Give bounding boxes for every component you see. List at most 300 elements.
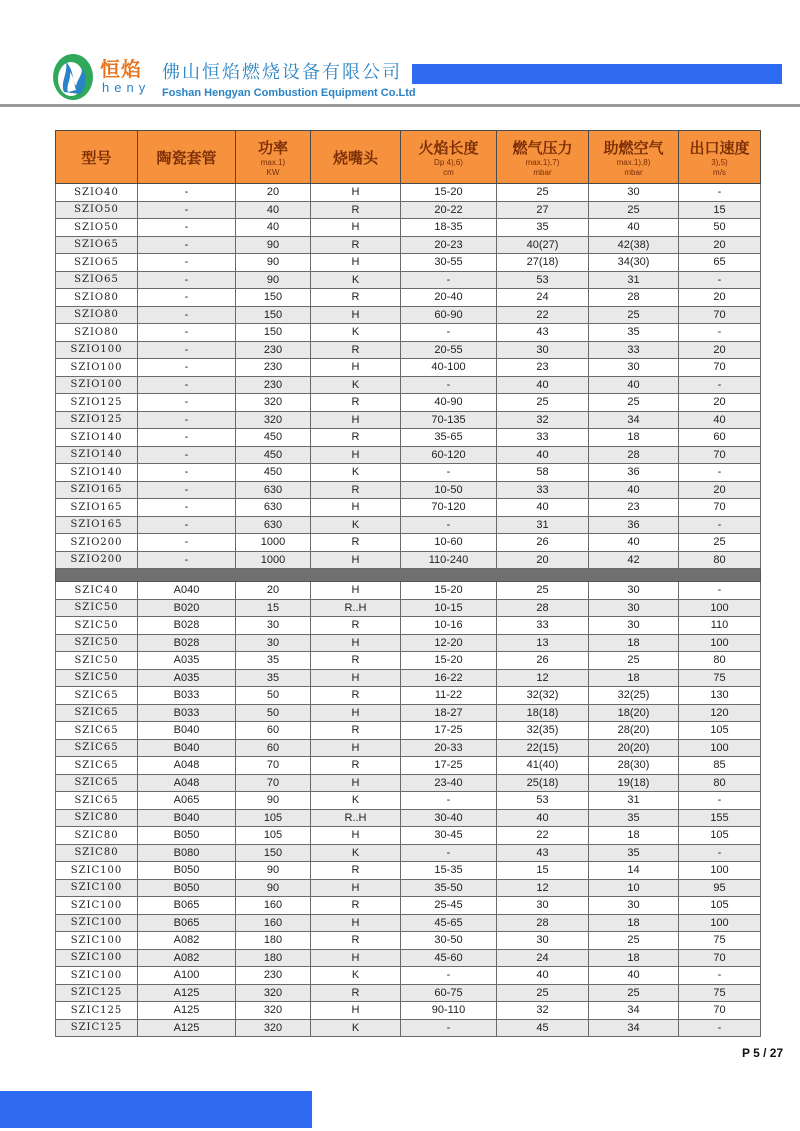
table-cell: 10-15 <box>401 599 497 617</box>
table-cell: 70 <box>679 499 761 517</box>
table-cell: 33 <box>589 341 679 359</box>
table-cell: 31 <box>589 792 679 810</box>
table-row <box>56 534 761 552</box>
table-cell: 70 <box>679 446 761 464</box>
table-row <box>56 949 761 967</box>
table-cell: SZIC65 <box>56 792 138 810</box>
table-cell: 14 <box>589 862 679 880</box>
page-number: P 5 / 27 <box>742 1046 784 1060</box>
table-cell: R <box>311 932 401 950</box>
table-row <box>56 634 761 652</box>
table-cell: 90 <box>236 862 311 880</box>
table-cell: - <box>679 1019 761 1037</box>
table-cell: SZIO100 <box>56 376 138 394</box>
table-row <box>56 774 761 792</box>
table-cell: 60 <box>236 739 311 757</box>
table-cell: - <box>679 184 761 202</box>
table-cell: 40 <box>497 809 589 827</box>
table-row <box>56 827 761 845</box>
table-cell: H <box>311 184 401 202</box>
table-cell: 90 <box>236 236 311 254</box>
table-cell: 40(27) <box>497 236 589 254</box>
table-cell: - <box>138 429 236 447</box>
table-row <box>56 914 761 932</box>
table-cell: 105 <box>236 827 311 845</box>
table-cell: - <box>138 254 236 272</box>
table-cell: 85 <box>679 757 761 775</box>
table-cell: 33 <box>497 481 589 499</box>
table-cell: 16-22 <box>401 669 497 687</box>
table-cell: SZIC80 <box>56 809 138 827</box>
table-cell: 60-120 <box>401 446 497 464</box>
table-cell: 20 <box>236 184 311 202</box>
table-cell: 30 <box>589 599 679 617</box>
table-cell: 50 <box>236 704 311 722</box>
col-header-combustion-air: 助燃空气 max.1),8) mbar <box>589 131 679 184</box>
table-cell: 24 <box>497 949 589 967</box>
table-cell: B028 <box>138 634 236 652</box>
table-cell: 90 <box>236 792 311 810</box>
table-cell: 20-22 <box>401 201 497 219</box>
table-cell: 90 <box>236 271 311 289</box>
table-cell: - <box>138 306 236 324</box>
table-cell: K <box>311 1019 401 1037</box>
table-cell: 230 <box>236 341 311 359</box>
table-cell: R <box>311 897 401 915</box>
table-cell: 320 <box>236 411 311 429</box>
table-cell: 20 <box>236 582 311 600</box>
table-body <box>56 184 761 1037</box>
table-cell: 110 <box>679 617 761 635</box>
table-cell: 150 <box>236 324 311 342</box>
table-cell: SZIC125 <box>56 1019 138 1037</box>
table-cell: - <box>138 201 236 219</box>
table-cell: - <box>138 516 236 534</box>
table-cell: 26 <box>497 652 589 670</box>
table-cell: 30 <box>497 341 589 359</box>
table-cell: 630 <box>236 481 311 499</box>
table-cell: K <box>311 516 401 534</box>
table-cell: SZIC65 <box>56 739 138 757</box>
table-row <box>56 201 761 219</box>
table-cell: A048 <box>138 757 236 775</box>
table-cell: - <box>401 844 497 862</box>
table-cell: 40 <box>236 219 311 237</box>
table-cell: 120 <box>679 704 761 722</box>
table-cell: - <box>138 481 236 499</box>
flame-logo-icon <box>50 52 96 102</box>
table-cell: 90 <box>236 879 311 897</box>
table-cell: 34 <box>589 411 679 429</box>
table-cell: 28 <box>497 599 589 617</box>
table-cell: - <box>138 359 236 377</box>
table-cell: - <box>401 376 497 394</box>
table-cell: SZIC100 <box>56 949 138 967</box>
table-cell: 34 <box>589 1002 679 1020</box>
table-cell: 25 <box>497 582 589 600</box>
table-row <box>56 289 761 307</box>
table-cell: H <box>311 949 401 967</box>
table-cell: SZIO200 <box>56 534 138 552</box>
table-cell: - <box>138 271 236 289</box>
table-cell: SZIO125 <box>56 411 138 429</box>
table-cell: 40 <box>236 201 311 219</box>
footer-accent-bar <box>0 1091 312 1128</box>
table-cell: H <box>311 446 401 464</box>
table-cell: 180 <box>236 949 311 967</box>
table-cell: 34 <box>589 1019 679 1037</box>
table-cell: - <box>679 967 761 985</box>
table-cell: 18 <box>589 949 679 967</box>
col-header-ceramic-sleeve: 陶瓷套管 <box>138 131 236 184</box>
table-cell: 100 <box>679 634 761 652</box>
table-row <box>56 254 761 272</box>
table-cell: SZIC65 <box>56 757 138 775</box>
table-cell: 13 <box>497 634 589 652</box>
table-cell: H <box>311 254 401 272</box>
table-cell: 80 <box>679 774 761 792</box>
table-cell: 35-65 <box>401 429 497 447</box>
table-row <box>56 739 761 757</box>
table-cell: 105 <box>679 722 761 740</box>
table-cell: SZIO50 <box>56 219 138 237</box>
table-cell: 28(20) <box>589 722 679 740</box>
table-cell: - <box>138 394 236 412</box>
table-cell: 70 <box>679 306 761 324</box>
table-cell: - <box>679 324 761 342</box>
table-row <box>56 897 761 915</box>
table-row <box>56 219 761 237</box>
table-cell: H <box>311 704 401 722</box>
table-cell: 23-40 <box>401 774 497 792</box>
table-cell: H <box>311 499 401 517</box>
table-cell: H <box>311 827 401 845</box>
table-cell: 30 <box>589 897 679 915</box>
table-cell: A125 <box>138 1019 236 1037</box>
table-cell: SZIC125 <box>56 984 138 1002</box>
table-cell: - <box>138 411 236 429</box>
table-cell: 105 <box>236 809 311 827</box>
table-cell: - <box>679 464 761 482</box>
table-cell: - <box>401 792 497 810</box>
table-cell: 20 <box>679 481 761 499</box>
table-cell: 160 <box>236 914 311 932</box>
table-row <box>56 516 761 534</box>
table-cell: H <box>311 879 401 897</box>
table-cell: 40 <box>497 376 589 394</box>
table-cell: H <box>311 411 401 429</box>
table-cell: - <box>679 516 761 534</box>
table-cell: 22 <box>497 306 589 324</box>
table-header-row <box>56 131 761 184</box>
table-row <box>56 879 761 897</box>
table-cell: - <box>679 271 761 289</box>
table-cell: 17-25 <box>401 757 497 775</box>
table-row <box>56 359 761 377</box>
table-cell: 40-100 <box>401 359 497 377</box>
table-row <box>56 341 761 359</box>
table-cell: 20 <box>679 236 761 254</box>
table-cell: 150 <box>236 289 311 307</box>
table-cell: A125 <box>138 1002 236 1020</box>
table-cell: K <box>311 967 401 985</box>
table-cell: 23 <box>497 359 589 377</box>
table-cell: K <box>311 844 401 862</box>
table-cell: A125 <box>138 984 236 1002</box>
table-cell: 36 <box>589 464 679 482</box>
table-cell: 65 <box>679 254 761 272</box>
table-cell: A035 <box>138 652 236 670</box>
table-cell: 110-240 <box>401 551 497 569</box>
table-cell: 35 <box>236 652 311 670</box>
table-cell: H <box>311 914 401 932</box>
table-cell: 40 <box>589 219 679 237</box>
table-cell: 70 <box>679 359 761 377</box>
table-row <box>56 394 761 412</box>
table-cell: 15-35 <box>401 862 497 880</box>
col-header-gas-pressure: 燃气压力 max.1),7) mbar <box>497 131 589 184</box>
table-cell: - <box>138 464 236 482</box>
table-cell: SZIC50 <box>56 669 138 687</box>
table-cell: - <box>138 446 236 464</box>
table-row <box>56 757 761 775</box>
table-cell: 20-40 <box>401 289 497 307</box>
table-cell: K <box>311 324 401 342</box>
table-cell: 15 <box>236 599 311 617</box>
table-cell: 45 <box>497 1019 589 1037</box>
table-cell: 25(18) <box>497 774 589 792</box>
table-cell: 12 <box>497 879 589 897</box>
table-cell: A048 <box>138 774 236 792</box>
table-cell: 25 <box>497 394 589 412</box>
table-cell: 60-75 <box>401 984 497 1002</box>
table-row <box>56 669 761 687</box>
table-cell: A040 <box>138 582 236 600</box>
table-cell: 18(20) <box>589 704 679 722</box>
table-cell: SZIC50 <box>56 617 138 635</box>
table-cell: 28 <box>589 289 679 307</box>
table-cell: 43 <box>497 844 589 862</box>
table-row <box>56 499 761 517</box>
table-cell: 28 <box>497 914 589 932</box>
table-cell: 20(20) <box>589 739 679 757</box>
table-cell: SZIO200 <box>56 551 138 569</box>
table-cell: 90-110 <box>401 1002 497 1020</box>
table-cell: 12-20 <box>401 634 497 652</box>
table-cell: - <box>679 376 761 394</box>
table-cell: H <box>311 634 401 652</box>
table-cell: SZIC80 <box>56 844 138 862</box>
table-cell: 25 <box>497 984 589 1002</box>
table-cell: 31 <box>497 516 589 534</box>
table-cell: 70 <box>236 757 311 775</box>
table-cell: 42(38) <box>589 236 679 254</box>
table-cell: 40 <box>497 967 589 985</box>
table-cell: 130 <box>679 687 761 705</box>
table-cell: SZIO140 <box>56 464 138 482</box>
table-cell: 22 <box>497 827 589 845</box>
company-name-cn: 佛山恒焰燃烧设备有限公司 <box>162 62 402 83</box>
table-cell: - <box>401 324 497 342</box>
table-cell: SZIO125 <box>56 394 138 412</box>
table-cell: R <box>311 757 401 775</box>
table-cell: H <box>311 669 401 687</box>
table-cell: SZIC65 <box>56 704 138 722</box>
table-cell: 32 <box>497 1002 589 1020</box>
table-cell: 70 <box>679 1002 761 1020</box>
table-cell: R <box>311 394 401 412</box>
table-cell: 20 <box>679 394 761 412</box>
table-cell: 18 <box>589 429 679 447</box>
table-cell: - <box>138 324 236 342</box>
brand-name-cn: 恒焰 <box>100 57 142 81</box>
table-cell: 33 <box>497 429 589 447</box>
table-cell: B040 <box>138 809 236 827</box>
table-cell: 450 <box>236 464 311 482</box>
brand-name-en: heny <box>102 80 151 95</box>
table-cell: 150 <box>236 306 311 324</box>
table-row <box>56 271 761 289</box>
table-cell: SZIO100 <box>56 359 138 377</box>
table-cell: 25 <box>589 984 679 1002</box>
table-cell: R <box>311 236 401 254</box>
table-cell: 30 <box>589 617 679 635</box>
table-cell: R <box>311 984 401 1002</box>
table-cell: 32(32) <box>497 687 589 705</box>
table-cell: 75 <box>679 932 761 950</box>
table-row <box>56 617 761 635</box>
table-cell: 35 <box>497 219 589 237</box>
table-cell: 40 <box>497 499 589 517</box>
table-cell: R <box>311 652 401 670</box>
table-cell: 320 <box>236 984 311 1002</box>
table-cell: 32(35) <box>497 722 589 740</box>
table-cell: - <box>138 184 236 202</box>
table-cell: 230 <box>236 967 311 985</box>
table-cell: R <box>311 341 401 359</box>
col-header-flame-length: 火焰长度 Dp 4),6) cm <box>401 131 497 184</box>
table-cell: B080 <box>138 844 236 862</box>
table-cell: B065 <box>138 897 236 915</box>
table-cell: 35-50 <box>401 879 497 897</box>
table-cell: 50 <box>679 219 761 237</box>
table-cell: 100 <box>679 739 761 757</box>
table-cell: 15 <box>497 862 589 880</box>
table-cell: 1000 <box>236 551 311 569</box>
table-cell: SZIO65 <box>56 254 138 272</box>
table-row <box>56 429 761 447</box>
table-cell: 30 <box>497 897 589 915</box>
table-cell: H <box>311 774 401 792</box>
table-cell: SZIO100 <box>56 341 138 359</box>
table-cell: 160 <box>236 897 311 915</box>
table-cell: 18 <box>589 827 679 845</box>
table-cell: 40 <box>589 481 679 499</box>
table-cell: 25 <box>589 394 679 412</box>
table-row <box>56 411 761 429</box>
table-cell: SZIO50 <box>56 201 138 219</box>
table-row <box>56 809 761 827</box>
table-cell: SZIC100 <box>56 862 138 880</box>
table-cell: SZIO165 <box>56 516 138 534</box>
table-cell: 70-120 <box>401 499 497 517</box>
table-cell: SZIC125 <box>56 1002 138 1020</box>
table-cell: SZIC100 <box>56 914 138 932</box>
table-cell: R <box>311 722 401 740</box>
table-cell: 30-40 <box>401 809 497 827</box>
table-cell: - <box>401 1019 497 1037</box>
table-cell: 30-45 <box>401 827 497 845</box>
table-cell: B028 <box>138 617 236 635</box>
table-cell: SZIO140 <box>56 446 138 464</box>
table-cell: 35 <box>589 809 679 827</box>
table-cell: - <box>401 464 497 482</box>
table-cell: 30 <box>497 932 589 950</box>
table-cell: 100 <box>679 914 761 932</box>
table-cell: 50 <box>236 687 311 705</box>
table-cell: 40 <box>589 967 679 985</box>
table-cell: SZIC65 <box>56 687 138 705</box>
table-cell: - <box>679 582 761 600</box>
header-divider <box>0 104 800 107</box>
table-cell: SZIC50 <box>56 652 138 670</box>
table-cell: 33 <box>497 617 589 635</box>
table-row <box>56 722 761 740</box>
table-cell: 30 <box>589 184 679 202</box>
table-cell: 20-33 <box>401 739 497 757</box>
table-cell: 20-55 <box>401 341 497 359</box>
table-cell: 30 <box>236 634 311 652</box>
table-cell: 32(25) <box>589 687 679 705</box>
table-cell: B040 <box>138 739 236 757</box>
table-cell: K <box>311 792 401 810</box>
table-cell: 42 <box>589 551 679 569</box>
table-cell: K <box>311 376 401 394</box>
table-cell: 20 <box>497 551 589 569</box>
table-cell: H <box>311 739 401 757</box>
table-row <box>56 862 761 880</box>
table-cell: H <box>311 359 401 377</box>
table-cell: 41(40) <box>497 757 589 775</box>
table-row <box>56 687 761 705</box>
table-cell: R <box>311 481 401 499</box>
table-cell: 35 <box>236 669 311 687</box>
table-cell: 10-60 <box>401 534 497 552</box>
table-cell: 10-16 <box>401 617 497 635</box>
table-row <box>56 446 761 464</box>
table-cell: 25 <box>589 932 679 950</box>
table-cell: 18 <box>589 669 679 687</box>
table-cell: 15-20 <box>401 184 497 202</box>
table-row <box>56 984 761 1002</box>
table-cell: 30-55 <box>401 254 497 272</box>
table-cell: 80 <box>679 551 761 569</box>
table-row <box>56 704 761 722</box>
table-row <box>56 464 761 482</box>
table-cell: - <box>401 516 497 534</box>
table-cell: 30-50 <box>401 932 497 950</box>
table-cell: 28 <box>589 446 679 464</box>
col-header-burner-head: 烧嘴头 <box>311 131 401 184</box>
table-cell: 40 <box>589 376 679 394</box>
table-cell: H <box>311 1002 401 1020</box>
table-cell: SZIO140 <box>56 429 138 447</box>
table-cell: B065 <box>138 914 236 932</box>
table-cell: 24 <box>497 289 589 307</box>
table-cell: R <box>311 687 401 705</box>
table-cell: R <box>311 429 401 447</box>
table-cell: B050 <box>138 827 236 845</box>
